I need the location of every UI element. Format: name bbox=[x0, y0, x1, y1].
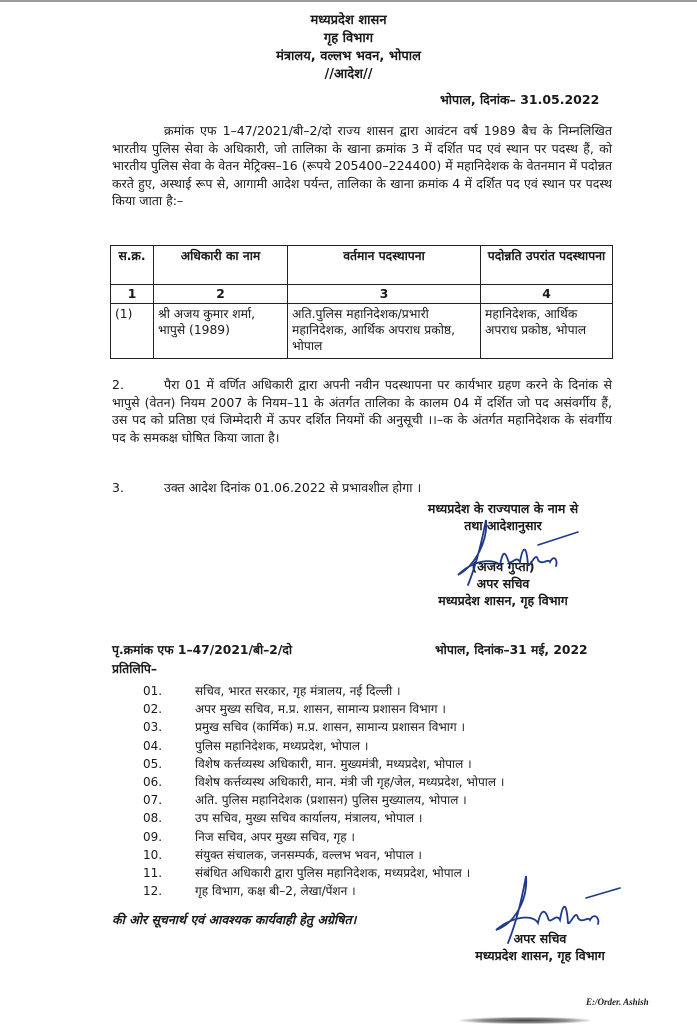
list-item-number: 08. bbox=[143, 811, 163, 826]
list-item bbox=[143, 700, 504, 718]
copy-label: प्रतिलिपि– bbox=[112, 662, 158, 676]
list-item-number: 05. bbox=[143, 756, 163, 771]
authority-line: मध्यप्रदेश के राज्यपाल के नाम से bbox=[427, 501, 579, 516]
header-post-promotion-posting: पदोन्नति उपरांत पदस्थापना bbox=[481, 246, 613, 285]
office-address: मंत्रालय, वल्लभ भवन, भोपाल bbox=[276, 49, 421, 64]
paragraph-1-text: क्रमांक एफ 1–47/2021/बी–2/दो राज्य शासन द्वारा आवंटन वर्ष 1989 बैच के निम्नलिखित भारतीय पुलिस सेवा के अधिकारी, जो तालिका के खाना क्रमांक 3 में दर्शित पद एवं स्थान पर पदस्थ हैं, को भारतीय पुलिस सेवा के वेतन मेट्रिक्स–16 (रूपये 205400–224400) में महानिदेशक के वेतनमान में पदोन्नत करते हुए, अस्थाई रूप से, आगामी आदेश पर्यन्त, तालिका के खाना क्रमांक 4 में दर्शित पद एवं स्थान पर पदस्थ किया जाता है:– bbox=[112, 123, 612, 209]
order-title: //आदेश// bbox=[324, 67, 373, 82]
table-row bbox=[111, 304, 613, 359]
list-item bbox=[143, 718, 504, 736]
signatory-designation: अपर सचिव bbox=[513, 931, 567, 946]
file-reference: E:/Order. Ashish bbox=[586, 997, 649, 1007]
list-item bbox=[143, 809, 504, 827]
list-item bbox=[143, 755, 504, 773]
col-number: 2 bbox=[154, 285, 288, 304]
copy-recipient-list bbox=[143, 682, 504, 900]
signature-mark-1 bbox=[438, 510, 588, 590]
signatory-department: मध्यप्रदेश शासन, गृह विभाग bbox=[475, 948, 605, 963]
cell-new-posting: महानिदेशक, आर्थिक अपराध प्रकोष्ठ, भोपाल bbox=[481, 304, 613, 359]
list-item-number: 10. bbox=[143, 847, 163, 862]
order-date: भोपाल, दिनांक– 31.05.2022 bbox=[440, 92, 600, 107]
list-item-number: 01. bbox=[143, 684, 163, 698]
copy-date: भोपाल, दिनांक–31 मई, 2022 bbox=[435, 643, 588, 657]
list-item-text: पुलिस महानिदेशक, मध्यप्रदेश, भोपाल । bbox=[195, 738, 369, 753]
col-number: 4 bbox=[481, 285, 613, 304]
paragraph-3 bbox=[112, 479, 612, 497]
signatory-name: (अजय गुप्ता) bbox=[471, 559, 535, 574]
list-item-number: 06. bbox=[143, 774, 163, 789]
header-officer-name: अधिकारी का नाम bbox=[154, 246, 288, 285]
list-item-number: 12. bbox=[143, 884, 163, 899]
scan-shadow bbox=[460, 1017, 590, 1024]
list-item-text: सचिव, भारत सरकार, गृह मंत्रालय, नई दिल्ली । bbox=[195, 684, 401, 698]
list-item bbox=[143, 791, 504, 809]
paragraph-2 bbox=[112, 376, 612, 446]
list-item-text: विशेष कर्त्तव्यस्थ अधिकारी, मान. मंत्री जी गृह/जेल, मध्यप्रदेश, भोपाल । bbox=[195, 774, 505, 789]
list-item-text: संयुक्त संचालक, जनसम्पर्क, वल्लभ भवन, भोपाल । bbox=[195, 847, 422, 862]
paragraph-1 bbox=[112, 122, 612, 210]
list-item-text: उप सचिव, मुख्य सचिव कार्यालय, मंत्रालय, भोपाल । bbox=[195, 811, 423, 826]
cell-current-posting: अति.पुलिस महानिदेशक/प्रभारी महानिदेशक, आर्थिक अपराध प्रकोष्ठ, भोपाल bbox=[288, 304, 481, 359]
header-current-posting: वर्तमान पदस्थापना bbox=[288, 246, 481, 285]
list-item-text: विशेष कर्त्तव्यस्थ अधिकारी, मान. मुख्यमंत्री, मध्यप्रदेश, भोपाल । bbox=[195, 756, 472, 771]
signature-block-2 bbox=[445, 930, 635, 964]
list-item-text: संबंधित अधिकारी द्वारा पुलिस महानिदेशक, मध्यप्रदेश, भोपाल । bbox=[195, 865, 471, 880]
paragraph-3-number: 3. bbox=[112, 480, 124, 495]
letterhead bbox=[0, 12, 697, 84]
list-item bbox=[143, 737, 504, 755]
list-item-text: निज सचिव, अपर मुख्य सचिव, गृह । bbox=[195, 829, 355, 844]
list-item-number: 11. bbox=[143, 865, 163, 880]
authority-line-2: तथा आदेशानुसार bbox=[464, 518, 542, 533]
signatory-department: मध्यप्रदेश शासन, गृह विभाग bbox=[438, 593, 568, 608]
list-item bbox=[143, 682, 504, 700]
list-item-number: 04. bbox=[143, 738, 163, 753]
list-item-text: गृह विभाग, कक्ष बी–2, लेखा/पेंशन । bbox=[195, 884, 356, 899]
page-top-edge bbox=[0, 0, 697, 2]
posting-table bbox=[110, 245, 613, 359]
paragraph-2-number: 2. bbox=[112, 377, 124, 392]
cell-officer-name: श्री अजय कुमार शर्मा, भापुसे (1989) bbox=[154, 304, 288, 359]
header-serial: स.क्र. bbox=[111, 246, 154, 285]
list-item bbox=[143, 864, 504, 882]
govt-name: मध्यप्रदेश शासन bbox=[310, 13, 387, 28]
paragraph-3-text: उक्त आदेश दिनांक 01.06.2022 से प्रभावशील होगा । bbox=[164, 480, 422, 495]
list-item-text: प्रमुख सचिव (कार्मिक) म.प्र. शासन, सामान्य प्रशासन विभाग । bbox=[195, 720, 466, 735]
list-item-text: अपर मुख्य सचिव, म.प्र. शासन, सामान्य प्रशासन विभाग । bbox=[195, 702, 446, 717]
paragraph-2-text: पैरा 01 में वर्णित अधिकारी द्वारा अपनी नवीन पदस्थापना पर कार्यभार ग्रहण करने के दिनांक से भापुसे (वेतन) नियम 2007 के नियम–11 के अंतर्गत तालिका के कालम 04 में दर्शित जो पद असंवर्गीय हैं, उस पद को प्रतिष्ठा एवं जिम्मेदारी में ऊपर दर्शित नियमों की अनुसूची ।।–क के अंतर्गत महानिदेशक के संवर्गीय पद के समकक्ष घोषित किया जाता है। bbox=[112, 377, 612, 445]
list-item-text: अति. पुलिस महानिदेशक (प्रशासन) पुलिस मुख्यालय, भोपाल । bbox=[195, 793, 467, 808]
col-number: 1 bbox=[111, 285, 154, 304]
department-name: गृह विभाग bbox=[323, 31, 374, 46]
list-item-number: 02. bbox=[143, 702, 163, 717]
col-number: 3 bbox=[288, 285, 481, 304]
list-item-number: 03. bbox=[143, 720, 163, 735]
copy-reference: पृ.क्रमांक एफ 1–47/2021/बी–2/दो bbox=[112, 643, 293, 657]
list-item bbox=[143, 846, 504, 864]
table-header-row bbox=[111, 246, 613, 285]
list-item bbox=[143, 828, 504, 846]
list-item bbox=[143, 882, 504, 900]
table-column-number-row bbox=[111, 285, 613, 304]
signatory-designation: अपर सचिव bbox=[476, 576, 530, 591]
list-item-number: 07. bbox=[143, 793, 163, 808]
cell-serial: (1) bbox=[111, 304, 154, 359]
forwarding-note: की ओर सूचनार्थ एवं आवश्यक कार्यवाही हेतु अग्रेषित। bbox=[112, 912, 357, 927]
list-item bbox=[143, 773, 504, 791]
list-item-number: 09. bbox=[143, 829, 163, 844]
